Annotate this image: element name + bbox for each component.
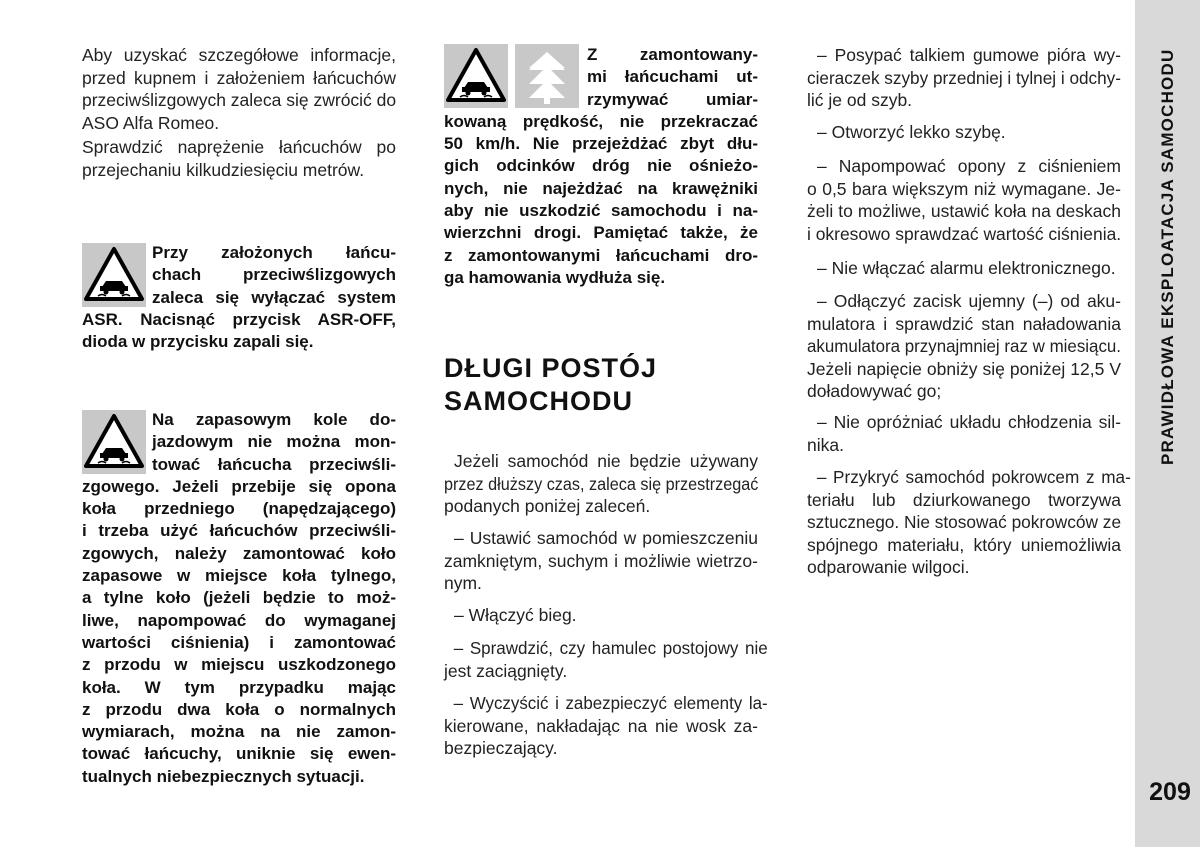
spare-wheel-warning-text: Na zapasowym kole do- jazdowym nie można mon- tować łańcucha przeciwśli- zgowego. Jeżeli przebije się opona koła przedniego (napędzającego) i trzeba użyć łańcuchów przeciwśli- zgowych, należy zamontować koło zapasowe w miejsce koła tylnego, a tylne koło (jeżeli będzie to moż- liwe, napompować do wymaganej wartości ciśnienia) i zamontować z przodu w miejscu uszkodzonego koła. W tym przypadku mając z przodu dwa koła o normalnych wymiarach, można na nie zamon- tować łańcuchy, uniknie się ewen- tualnych niebezpiecznych sytuacji. [82,410,396,786]
asr-warning-text: Przy założonych łańcu- chach przeciwślizgowych zaleca się wyłączać system ASR. Nacisnąć przycisk ASR-OFF, dioda w przycisku zapali się. [82,243,396,352]
list-item: – Przykryć samochód pokrowcem z ma- teriału lub dziurkowanego tworzywa sztucznego. Nie stosować pokrowców ze spójnego materiału, który uniemożliwia odparowanie wilgoci. [807,467,1131,577]
list-item: – Posypać talkiem gumowe pióra wy- cieraczek szyby przedniej i tylnej i odchy- lić je od szyb. [807,45,1121,110]
speed-limit-warning-text: Z zamontowany- mi łańcuchami ut- rzymywać umiar- kowaną prędkość, nie przekraczać 50 km/h. Nie przejeżdżać zbyt dłu- gich odcinków dróg nie ośnieżo- nych, nie najeżdżać na krawężniki aby nie uszkodzić samochodu i na- wierzchni drogi. Pamiętać także, że z zamontowanymi łańcuchami dro- ga hamowania wydłuża się. [444,45,758,287]
page-number: 209 [1149,778,1191,806]
chains-info-paragraph: Aby uzyskać szczegółowe informacje, przed kupnem i założeniem łańcuchów przeciwślizgowych zaleca się zwrócić do ASO Alfa Romeo. [82,45,397,133]
chapter-title: PRAWIDŁOWA EKSPLOATACJA SAMOCHODU [1158,48,1177,465]
list-item: – Odłączyć zacisk ujemny (–) od aku- mulatora i sprawdzić stan naładowania akumulatora przynajmniej raz w miesiącu. Jeżeli napięcie obniży się poniżej 12,5 V doładowywać go; [807,291,1121,401]
section-heading: DŁUGI POSTÓJ SAMOCHODU [444,353,658,416]
chain-tension-paragraph: Sprawdzić naprężenie łańcuchów po przejechaniu kilkudziesięciu metrów. [82,137,396,180]
list-item: – Nie włączać alarmu elektronicznego. [817,258,1116,278]
list-item: – Wyczyścić i zabezpieczyć elementy la- kierowane, nakładając na nie wosk za- bezpieczający. [444,693,768,758]
list-item: – Otworzyć lekko szybę. [817,122,1006,142]
list-item: – Nie opróżniać układu chłodzenia sil- nika. [807,412,1121,455]
list-item: – Sprawdzić, czy hamulec postojowy nie jest zaciągnięty. [444,638,768,681]
list-item: – Włączyć bieg. [454,605,577,625]
list-item: – Napompować opony z ciśnieniem o 0,5 bara większym niż wymagane. Je- żeli to możliwe, ustawić koła na deskach i okresowo sprawdzać wartość ciśnienia. [807,156,1122,244]
list-item: – Ustawić samochód w pomieszczeniu zamkniętym, suchym i możliwie wietrzo- nym. [444,528,758,593]
long-storage-intro: Jeżeli samochód nie będzie używany przez dłuższy czas, zaleca się przestrzegać podanych poniżej zaleceń. [444,451,759,516]
